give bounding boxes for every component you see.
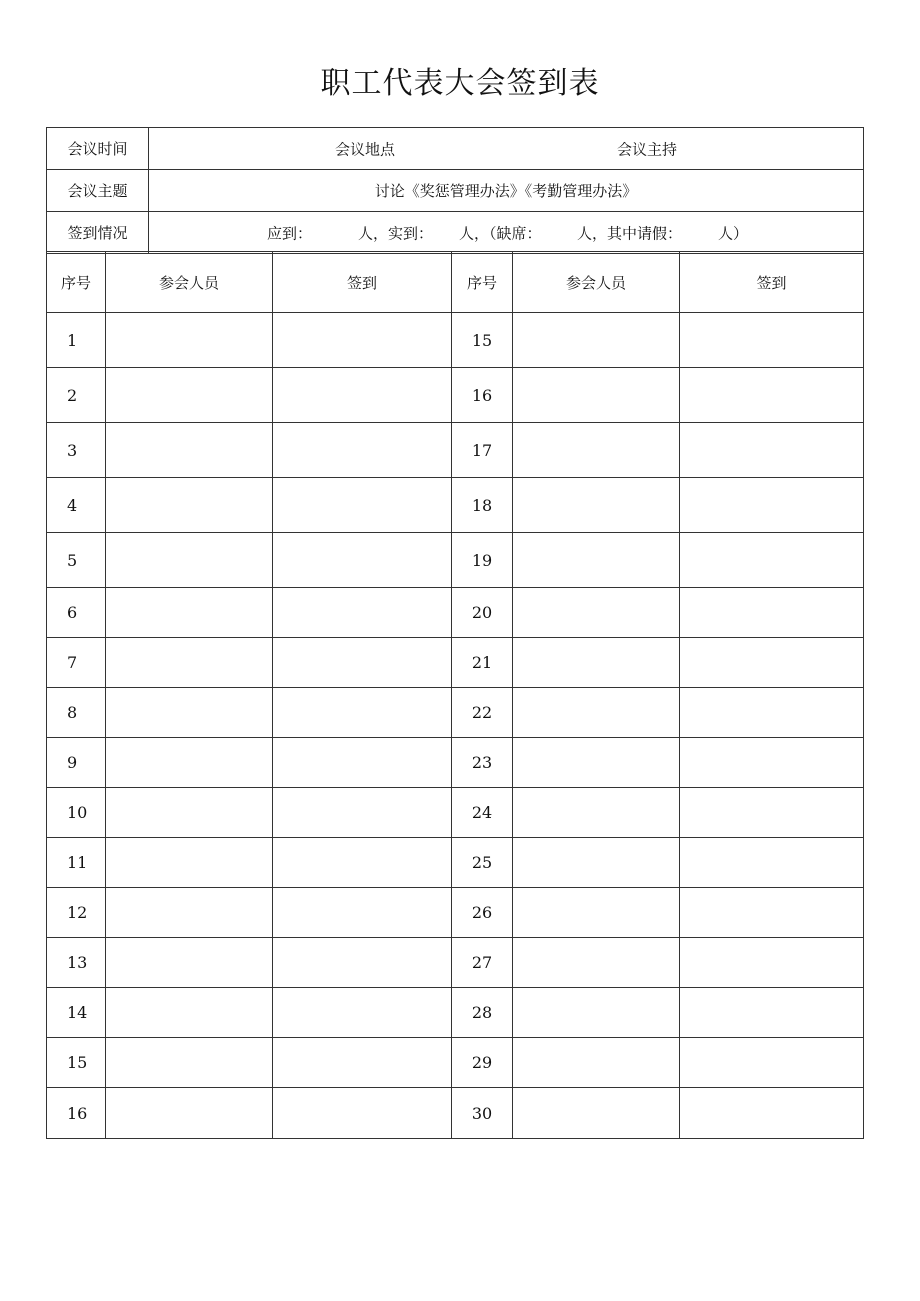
meeting-host-label: 会议主持	[617, 140, 678, 158]
attendee-name-cell[interactable]	[513, 638, 680, 688]
attendee-name-cell[interactable]	[106, 738, 273, 788]
table-row	[47, 888, 864, 938]
row-seq-left: 8	[47, 688, 106, 738]
signature-cell[interactable]	[273, 478, 452, 533]
row-seq-left: 1	[47, 313, 106, 368]
table-row	[47, 533, 864, 588]
row-seq-right: 20	[452, 588, 513, 638]
attendee-name-cell[interactable]	[513, 688, 680, 738]
table-row	[47, 423, 864, 478]
row-seq-right: 15	[452, 313, 513, 368]
row-seq-left: 12	[47, 888, 106, 938]
signature-cell[interactable]	[680, 423, 864, 478]
page-title: 职工代表大会签到表	[320, 66, 600, 101]
signature-cell[interactable]	[273, 533, 452, 588]
attendee-name-cell[interactable]	[513, 788, 680, 838]
attendee-name-cell[interactable]	[513, 988, 680, 1038]
signature-cell[interactable]	[273, 988, 452, 1038]
signature-cell[interactable]	[680, 368, 864, 423]
row-seq-right: 21	[452, 638, 513, 688]
meeting-time-row	[47, 128, 864, 170]
signature-cell[interactable]	[680, 313, 864, 368]
signature-cell[interactable]	[680, 1088, 864, 1139]
attendee-name-cell[interactable]	[513, 1088, 680, 1139]
signature-cell[interactable]	[273, 888, 452, 938]
signature-cell[interactable]	[273, 838, 452, 888]
table-row	[47, 788, 864, 838]
attendee-name-cell[interactable]	[513, 533, 680, 588]
attendee-name-cell[interactable]	[106, 313, 273, 368]
attendee-name-cell[interactable]	[513, 368, 680, 423]
table-row	[47, 368, 864, 423]
signature-cell[interactable]	[273, 688, 452, 738]
signature-cell[interactable]	[680, 788, 864, 838]
table-row	[47, 478, 864, 533]
attendee-name-cell[interactable]	[513, 888, 680, 938]
row-seq-right: 18	[452, 478, 513, 533]
attendee-name-cell[interactable]	[106, 533, 273, 588]
signature-cell[interactable]	[273, 738, 452, 788]
signature-cell[interactable]	[273, 788, 452, 838]
signature-cell[interactable]	[273, 368, 452, 423]
header-attendee-right: 参会人员	[513, 252, 680, 313]
attendee-name-cell[interactable]	[513, 838, 680, 888]
row-seq-right: 28	[452, 988, 513, 1038]
row-seq-left: 4	[47, 478, 106, 533]
row-seq-left: 9	[47, 738, 106, 788]
row-seq-right: 17	[452, 423, 513, 478]
row-seq-left: 2	[47, 368, 106, 423]
attendee-name-cell[interactable]	[106, 888, 273, 938]
row-seq-left: 13	[47, 938, 106, 988]
signature-cell[interactable]	[680, 478, 864, 533]
meeting-info-table	[46, 127, 864, 254]
signin-roster-table	[46, 251, 864, 1139]
attendee-name-cell[interactable]	[106, 1038, 273, 1088]
signature-cell[interactable]	[273, 588, 452, 638]
row-seq-left: 6	[47, 588, 106, 638]
row-seq-right: 16	[452, 368, 513, 423]
row-seq-left: 14	[47, 988, 106, 1038]
attendee-name-cell[interactable]	[513, 738, 680, 788]
attendee-name-cell[interactable]	[513, 313, 680, 368]
signature-cell[interactable]	[680, 1038, 864, 1088]
attendee-name-cell[interactable]	[106, 588, 273, 638]
attendance-label: 签到情况	[47, 212, 149, 254]
row-seq-right: 27	[452, 938, 513, 988]
header-sign-left: 签到	[273, 252, 452, 313]
table-row	[47, 988, 864, 1038]
leave-count-label: 人，其中请假：	[577, 224, 683, 242]
row-seq-right: 22	[452, 688, 513, 738]
table-row	[47, 313, 864, 368]
table-row	[47, 1088, 864, 1139]
row-seq-left: 3	[47, 423, 106, 478]
table-row	[47, 1038, 864, 1088]
header-seq-left: 序号	[47, 252, 106, 313]
attendee-name-cell[interactable]	[106, 478, 273, 533]
roster-header-row	[47, 252, 864, 313]
meeting-topic-row	[47, 170, 864, 212]
signature-cell[interactable]	[273, 313, 452, 368]
attendance-summary[interactable]	[149, 212, 864, 254]
attendee-name-cell[interactable]	[106, 838, 273, 888]
actual-count-label: 人，实到：	[358, 224, 434, 242]
attendee-name-cell[interactable]	[513, 478, 680, 533]
row-seq-left: 16	[47, 1088, 106, 1139]
row-seq-right: 23	[452, 738, 513, 788]
signature-cell[interactable]	[680, 888, 864, 938]
signature-cell[interactable]	[680, 533, 864, 588]
attendee-name-cell[interactable]	[513, 938, 680, 988]
signature-cell[interactable]	[680, 588, 864, 638]
table-row	[47, 738, 864, 788]
row-seq-left: 10	[47, 788, 106, 838]
table-row	[47, 938, 864, 988]
attendee-name-cell[interactable]	[106, 988, 273, 1038]
signature-cell[interactable]	[680, 688, 864, 738]
attendee-name-cell[interactable]	[106, 423, 273, 478]
row-seq-right: 26	[452, 888, 513, 938]
row-seq-right: 29	[452, 1038, 513, 1088]
attendee-name-cell[interactable]	[106, 1088, 273, 1139]
signature-cell[interactable]	[273, 938, 452, 988]
row-seq-right: 30	[452, 1088, 513, 1139]
expected-count-label: 应到：	[267, 224, 313, 242]
signature-cell[interactable]	[680, 988, 864, 1038]
meeting-location-label: 会议地点	[335, 140, 396, 158]
table-row	[47, 588, 864, 638]
row-seq-left: 5	[47, 533, 106, 588]
row-seq-left: 15	[47, 1038, 106, 1088]
row-seq-right: 19	[452, 533, 513, 588]
signature-cell[interactable]	[273, 1038, 452, 1088]
row-seq-left: 11	[47, 838, 106, 888]
meeting-topic-label: 会议主题	[47, 170, 149, 212]
attendee-name-cell[interactable]	[106, 368, 273, 423]
meeting-time-label: 会议时间	[47, 128, 149, 170]
attendance-row	[47, 212, 864, 254]
attendee-name-cell[interactable]	[513, 588, 680, 638]
header-seq-right: 序号	[452, 252, 513, 313]
attendee-name-cell[interactable]	[513, 1038, 680, 1088]
header-sign-right: 签到	[680, 252, 864, 313]
absent-count-label: 人，（缺席：	[459, 224, 542, 242]
table-row	[47, 638, 864, 688]
signature-cell[interactable]	[680, 838, 864, 888]
attendee-name-cell[interactable]	[106, 938, 273, 988]
row-seq-right: 24	[452, 788, 513, 838]
table-row	[47, 838, 864, 888]
signature-cell[interactable]	[680, 638, 864, 688]
attendee-name-cell[interactable]	[513, 423, 680, 478]
row-seq-left: 7	[47, 638, 106, 688]
signature-cell[interactable]	[273, 423, 452, 478]
signature-cell[interactable]	[273, 1088, 452, 1139]
attendance-end-label: 人）	[718, 224, 749, 242]
meeting-time-value-cell[interactable]	[149, 128, 864, 170]
signature-cell[interactable]	[680, 938, 864, 988]
signature-cell[interactable]	[680, 738, 864, 788]
attendee-name-cell[interactable]	[106, 788, 273, 838]
meeting-topic-value: 讨论《奖惩管理办法》《考勤管理办法》	[149, 170, 864, 212]
signature-cell[interactable]	[273, 638, 452, 688]
row-seq-right: 25	[452, 838, 513, 888]
attendee-name-cell[interactable]	[106, 638, 273, 688]
attendee-name-cell[interactable]	[106, 688, 273, 738]
header-attendee-left: 参会人员	[106, 252, 273, 313]
table-row	[47, 688, 864, 738]
